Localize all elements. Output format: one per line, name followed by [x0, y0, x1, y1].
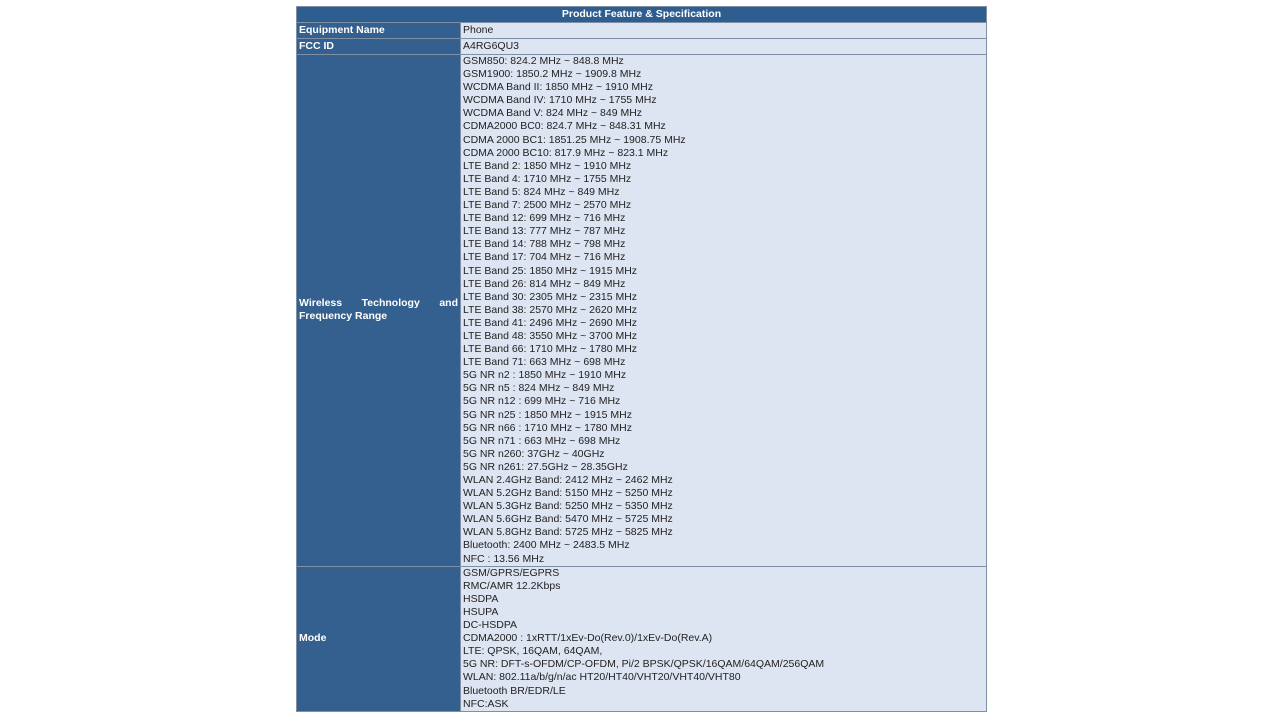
spec-line: LTE Band 38: 2570 MHz ~ 2620 MHz: [463, 303, 638, 316]
spec-line: HSDPA: [463, 592, 499, 605]
spec-line: LTE Band 25: 1850 MHz ~ 1915 MHz: [463, 264, 638, 277]
fcc-id-label: FCC ID: [297, 39, 461, 55]
spec-line: LTE Band 26: 814 MHz ~ 849 MHz: [463, 277, 626, 290]
spec-line: LTE Band 48: 3550 MHz ~ 3700 MHz: [463, 329, 638, 342]
title-row: [297, 7, 987, 23]
wireless-row: [297, 55, 987, 567]
spec-line: Bluetooth: 2400 MHz ~ 2483.5 MHz: [463, 539, 630, 552]
equipment-name-value: Phone: [461, 23, 987, 39]
fcc-id-row: [297, 39, 987, 55]
fcc-id-value: A4RG6QU3: [461, 39, 987, 55]
spec-line: NFC:ASK: [463, 697, 509, 710]
mode-label: Mode: [297, 566, 461, 711]
spec-line: LTE Band 2: 1850 MHz ~ 1910 MHz: [463, 159, 632, 172]
spec-line: LTE Band 14: 788 MHz ~ 798 MHz: [463, 238, 626, 251]
spec-line: LTE Band 17: 704 MHz ~ 716 MHz: [463, 251, 626, 264]
spec-line: 5G NR n2 : 1850 MHz ~ 1910 MHz: [463, 369, 627, 382]
spec-line: 5G NR: DFT-s-OFDM/CP-OFDM, Pi/2 BPSK/QPSK/16QAM/64QAM/256QAM: [463, 658, 825, 671]
spec-line: 5G NR n5 : 824 MHz ~ 849 MHz: [463, 382, 615, 395]
spec-line: CDMA2000 BC0: 824.7 MHz ~ 848.31 MHz: [463, 120, 666, 133]
spec-line: HSUPA: [463, 605, 499, 618]
spec-line: LTE: QPSK, 16QAM, 64QAM,: [463, 645, 603, 658]
spec-line: WCDMA Band IV: 1710 MHz ~ 1755 MHz: [463, 94, 657, 107]
spec-line: WCDMA Band II: 1850 MHz ~ 1910 MHz: [463, 81, 653, 94]
spec-line: WLAN 5.8GHz Band: 5725 MHz ~ 5825 MHz: [463, 526, 673, 539]
spec-line: Bluetooth BR/EDR/LE: [463, 684, 566, 697]
spec-line: WCDMA Band V: 824 MHz ~ 849 MHz: [463, 107, 643, 120]
mode-values: [461, 566, 987, 711]
spec-line: LTE Band 7: 2500 MHz ~ 2570 MHz: [463, 199, 632, 212]
equipment-name-label: Equipment Name: [297, 23, 461, 39]
spec-line: NFC : 13.56 MHz: [463, 552, 545, 565]
spec-line: LTE Band 13: 777 MHz ~ 787 MHz: [463, 225, 626, 238]
wireless-values: [461, 55, 987, 567]
spec-line: WLAN 5.2GHz Band: 5150 MHz ~ 5250 MHz: [463, 487, 673, 500]
spec-line: LTE Band 4: 1710 MHz ~ 1755 MHz: [463, 172, 632, 185]
spec-line: CDMA 2000 BC1: 1851.25 MHz ~ 1908.75 MHz: [463, 133, 686, 146]
spec-line: LTE Band 66: 1710 MHz ~ 1780 MHz: [463, 343, 638, 356]
spec-line: LTE Band 30: 2305 MHz ~ 2315 MHz: [463, 290, 638, 303]
spec-line: CDMA 2000 BC10: 817.9 MHz ~ 823.1 MHz: [463, 146, 669, 159]
spec-line: 5G NR n12 : 699 MHz ~ 716 MHz: [463, 395, 621, 408]
spec-line: WLAN 2.4GHz Band: 2412 MHz ~ 2462 MHz: [463, 474, 673, 486]
spec-line: LTE Band 71: 663 MHz ~ 698 MHz: [463, 356, 626, 369]
spec-line: RMC/AMR 12.2Kbps: [463, 579, 561, 592]
equipment-name-row: [297, 23, 987, 39]
spec-line: DC-HSDPA: [463, 619, 518, 632]
spec-line: LTE Band 5: 824 MHz ~ 849 MHz: [463, 185, 620, 198]
spec-line: GSM/GPRS/EGPRS: [463, 566, 560, 579]
spec-line: WLAN 5.3GHz Band: 5250 MHz ~ 5350 MHz: [463, 500, 673, 513]
spec-line: 5G NR n25 : 1850 MHz ~ 1915 MHz: [463, 408, 632, 421]
mode-row: [297, 566, 987, 711]
spec-line: 5G NR n66 : 1710 MHz ~ 1780 MHz: [463, 421, 632, 434]
spec-line: LTE Band 12: 699 MHz ~ 716 MHz: [463, 212, 626, 225]
spec-line: WLAN 5.6GHz Band: 5470 MHz ~ 5725 MHz: [463, 513, 673, 526]
spec-line: 5G NR n260: 37GHz ~ 40GHz: [463, 447, 605, 460]
spec-line: WLAN: 802.11a/b/g/n/ac HT20/HT40/VHT20/VHT40/VHT80: [463, 671, 741, 684]
spec-line: LTE Band 41: 2496 MHz ~ 2690 MHz: [463, 316, 638, 329]
spec-table: [296, 6, 987, 712]
spec-line: CDMA2000 : 1xRTT/1xEv-Do(Rev.0)/1xEv-Do(Rev.A): [463, 632, 713, 645]
spec-line: 5G NR n71 : 663 MHz ~ 698 MHz: [463, 434, 621, 447]
wireless-label: Wireless Technology and Frequency Range: [297, 55, 461, 567]
spec-line: GSM850: 824.2 MHz ~ 848.8 MHz: [463, 55, 624, 67]
spec-line: GSM1900: 1850.2 MHz ~ 1909.8 MHz: [463, 68, 642, 81]
spec-line: 5G NR n261: 27.5GHz ~ 28.35GHz: [463, 460, 628, 473]
table-title: Product Feature & Specification: [297, 7, 987, 23]
